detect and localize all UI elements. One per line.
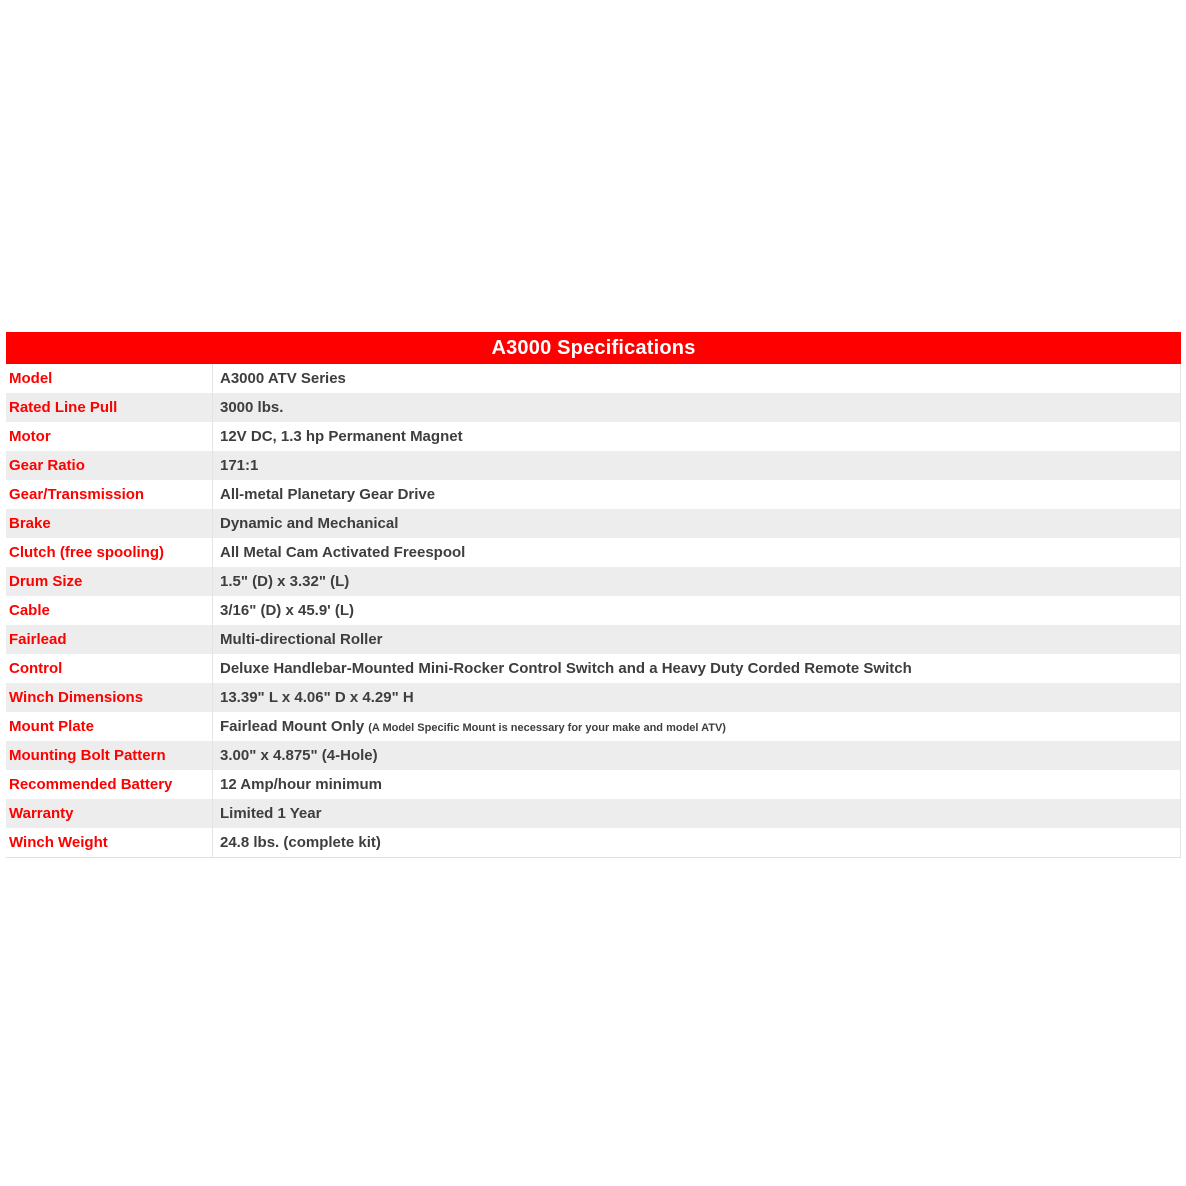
table-row [6, 480, 1180, 509]
spec-value-text: All-metal Planetary Gear Drive [220, 486, 436, 503]
spec-value [213, 770, 1180, 799]
spec-label: Control [6, 654, 213, 683]
spec-label: Fairlead [6, 625, 213, 654]
spec-value [213, 712, 1180, 741]
spec-value-text: 171:1 [220, 457, 259, 474]
table-row [6, 625, 1180, 654]
spec-value-text: All Metal Cam Activated Freespool [220, 544, 466, 561]
table-title: A3000 Specifications [491, 337, 696, 359]
table-row [6, 596, 1180, 625]
spec-label: Rated Line Pull [6, 393, 213, 422]
spec-value-text: 3/16" (D) x 45.9' (L) [220, 602, 355, 619]
table-title-bar [6, 332, 1181, 364]
spec-label: Model [6, 364, 213, 393]
spec-value-text: Dynamic and Mechanical [220, 515, 399, 532]
spec-label: Recommended Battery [6, 770, 213, 799]
spec-value-text: A3000 ATV Series [220, 370, 346, 387]
spec-value [213, 567, 1180, 596]
spec-value [213, 799, 1180, 828]
table-row [6, 654, 1180, 683]
spec-value [213, 393, 1180, 422]
spec-value [213, 683, 1180, 712]
spec-label: Gear/Transmission [6, 480, 213, 509]
spec-value-text: 1.5" (D) x 3.32" (L) [220, 573, 350, 590]
spec-value-text: 13.39" L x 4.06" D x 4.29" H [220, 689, 414, 706]
spec-value [213, 480, 1180, 509]
spec-value [213, 364, 1180, 393]
spec-label: Gear Ratio [6, 451, 213, 480]
spec-label: Cable [6, 596, 213, 625]
specifications-table [6, 332, 1181, 858]
spec-value-text: Fairlead Mount Only [220, 718, 365, 735]
table-row [6, 741, 1180, 770]
spec-value [213, 654, 1180, 683]
spec-value [213, 741, 1180, 770]
table-row [6, 509, 1180, 538]
spec-value [213, 828, 1180, 857]
spec-value-text: 12 Amp/hour minimum [220, 776, 382, 793]
table-row [6, 451, 1180, 480]
spec-value-text: 3000 lbs. [220, 399, 284, 416]
spec-label: Drum Size [6, 567, 213, 596]
spec-label: Clutch (free spooling) [6, 538, 213, 567]
spec-value-text: Deluxe Handlebar-Mounted Mini-Rocker Control Switch and a Heavy Duty Corded Remote Switch [220, 660, 912, 677]
table-row [6, 712, 1180, 741]
spec-label: Brake [6, 509, 213, 538]
table-row [6, 770, 1180, 799]
spec-label: Motor [6, 422, 213, 451]
spec-value-note: (A Model Specific Mount is necessary for your make and model ATV) [368, 721, 726, 734]
table-row [6, 422, 1180, 451]
spec-value-text: 12V DC, 1.3 hp Permanent Magnet [220, 428, 463, 445]
spec-label: Winch Dimensions [6, 683, 213, 712]
table-row [6, 364, 1180, 393]
spec-label: Warranty [6, 799, 213, 828]
table-body [6, 364, 1181, 858]
table-row [6, 683, 1180, 712]
spec-value [213, 451, 1180, 480]
spec-value [213, 422, 1180, 451]
table-row [6, 799, 1180, 828]
spec-label: Winch Weight [6, 828, 213, 857]
spec-label: Mounting Bolt Pattern [6, 741, 213, 770]
spec-value [213, 625, 1180, 654]
table-row [6, 393, 1180, 422]
table-row [6, 828, 1180, 857]
spec-value-text: Limited 1 Year [220, 805, 322, 822]
spec-value [213, 538, 1180, 567]
spec-value [213, 509, 1180, 538]
table-row [6, 538, 1180, 567]
spec-value-text: Multi-directional Roller [220, 631, 383, 648]
table-row [6, 567, 1180, 596]
spec-value [213, 596, 1180, 625]
spec-label: Mount Plate [6, 712, 213, 741]
spec-value-text: 3.00" x 4.875" (4-Hole) [220, 747, 378, 764]
spec-value-text: 24.8 lbs. (complete kit) [220, 834, 381, 851]
